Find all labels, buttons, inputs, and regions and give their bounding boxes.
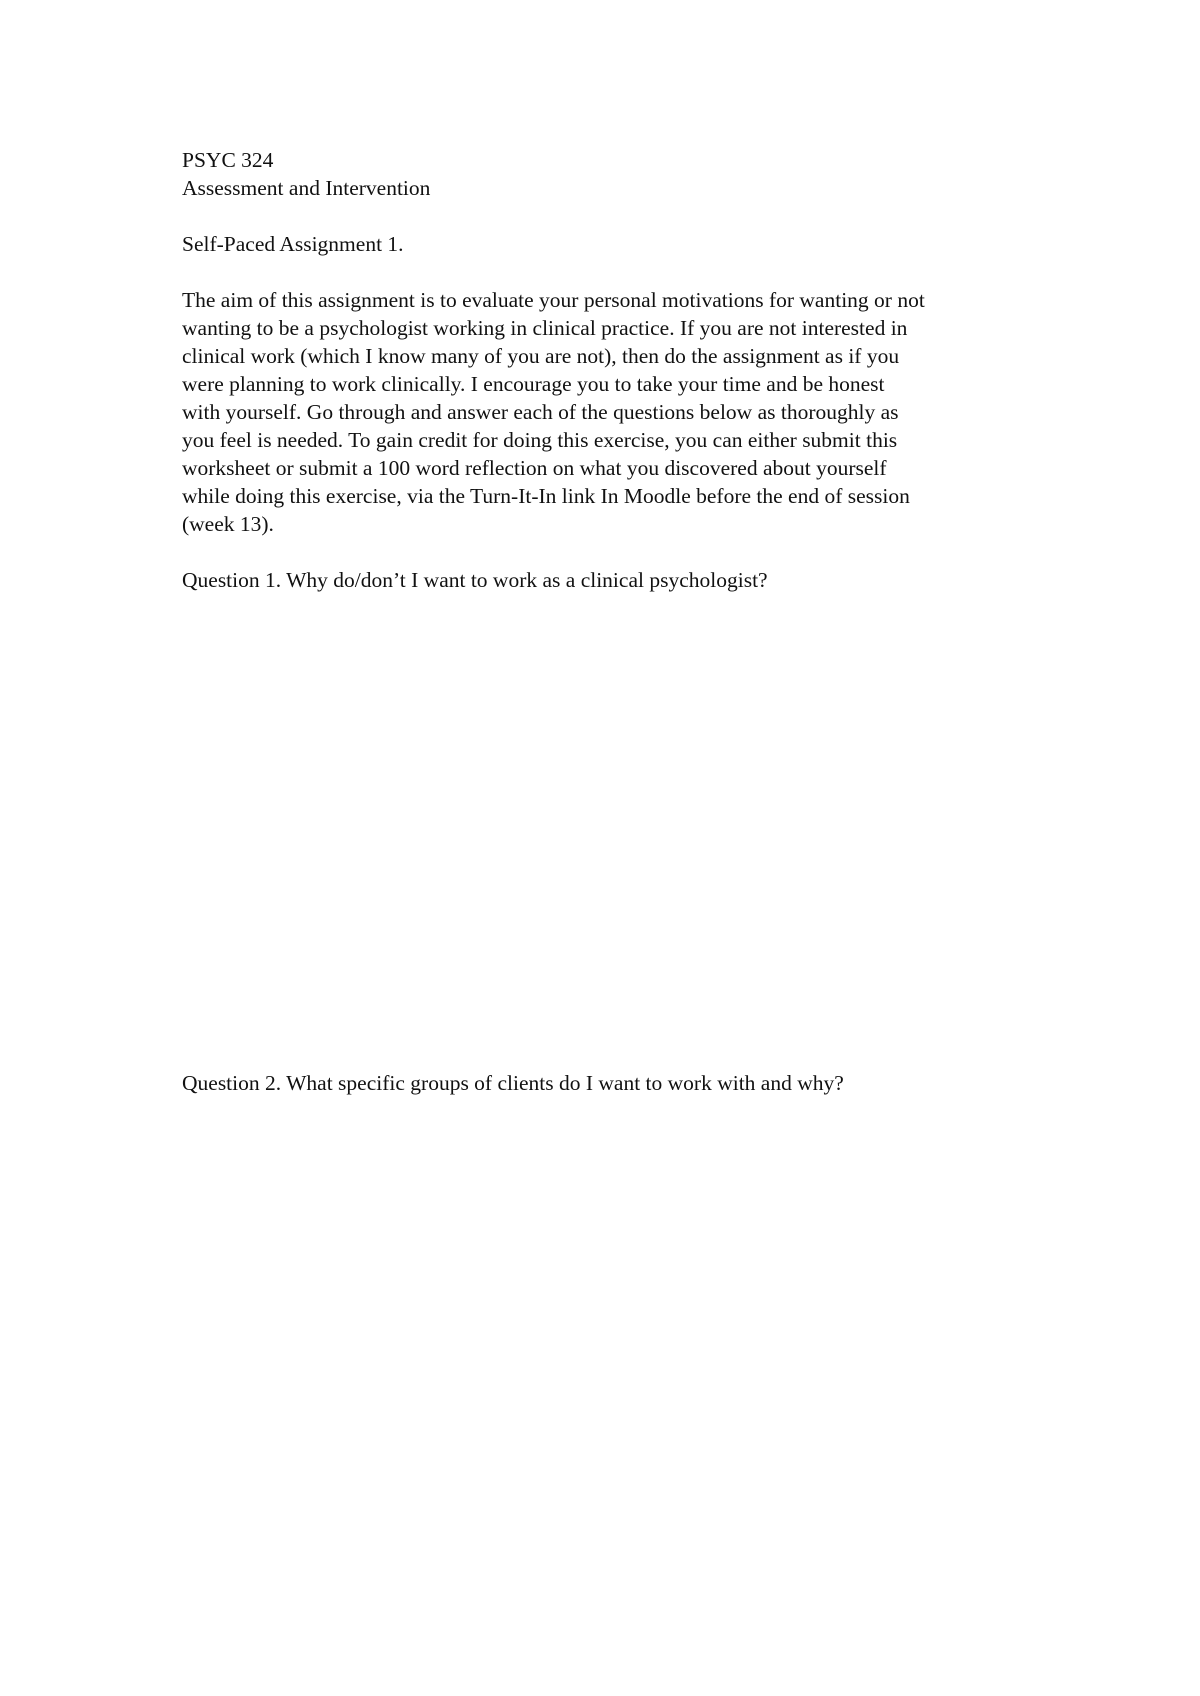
- intro-line: worksheet or submit a 100 word reflection on what you discovered about yourself: [182, 456, 887, 480]
- intro-paragraph: [182, 286, 1062, 538]
- intro-line: (week 13).: [182, 512, 274, 536]
- intro-line: while doing this exercise, via the Turn-It-In link In Moodle before the end of session: [182, 484, 910, 508]
- course-header: [182, 146, 1062, 202]
- intro-line: you feel is needed. To gain credit for doing this exercise, you can either submit this: [182, 428, 898, 452]
- intro-line: wanting to be a psychologist working in clinical practice. If you are not interested in: [182, 316, 908, 340]
- question-2-text: Question 2. What specific groups of clients do I want to work with and why?: [182, 1071, 844, 1095]
- course-code: PSYC 324: [182, 148, 274, 172]
- question-1-text: Question 1. Why do/don’t I want to work as a clinical psychologist?: [182, 568, 768, 592]
- document-content: [182, 146, 1062, 594]
- assignment-title-block: [182, 230, 1062, 258]
- assignment-title: Self-Paced Assignment 1.: [182, 232, 404, 256]
- intro-line: with yourself. Go through and answer each of the questions below as thoroughly as: [182, 400, 899, 424]
- intro-line: clinical work (which I know many of you are not), then do the assignment as if you: [182, 344, 900, 368]
- intro-line: were planning to work clinically. I encourage you to take your time and be honest: [182, 372, 885, 396]
- course-name: Assessment and Intervention: [182, 176, 431, 200]
- intro-line: The aim of this assignment is to evaluate your personal motivations for wanting or not: [182, 288, 925, 312]
- question-1-block: [182, 566, 1062, 594]
